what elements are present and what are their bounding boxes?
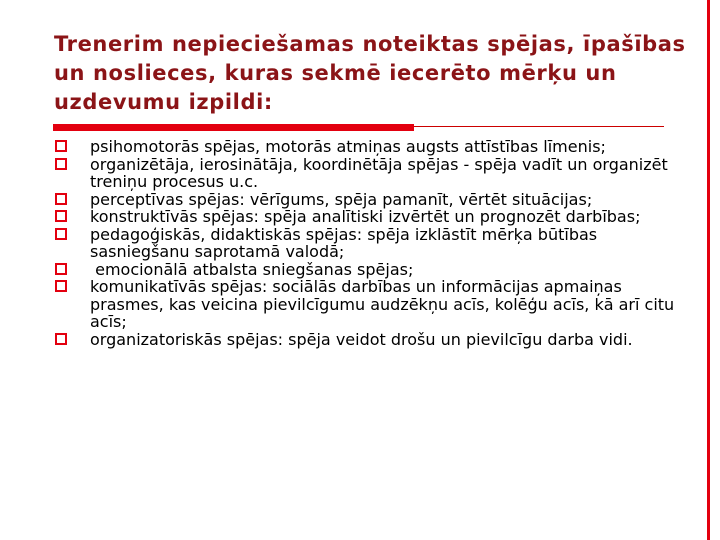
square-bullet-icon [55, 263, 67, 275]
list-item-text: organizatoriskās spējas: spēja veidot drošu un pievilcīgu darba vidi. [90, 329, 633, 349]
list-item [52, 138, 682, 156]
list-item [52, 208, 682, 226]
slide-title: Trenerim nepieciešamas noteiktas spējas, īpašības un noslieces, kuras sekmē iecerēto mērķu un uzdevumu izpildi: [54, 32, 686, 114]
list-item-text: psihomotorās spējas, motorās atmiņas augsts attīstības līmenis; [90, 137, 606, 156]
square-bullet-icon [55, 228, 67, 240]
list-item-text: pedagoģiskās, didaktiskās spējas: spēja izklāstīt mērķa būtības sasniegšanu saprotamā valodā; [90, 224, 603, 261]
list-item [52, 261, 682, 279]
list-item [52, 331, 682, 349]
list-item-text: komunikatīvās spējas: sociālās darbības un informācijas apmaiņas prasmes, kas veicina pievilcīgumu audzēkņu acīs, kolēģu acīs, kā arī citu acīs; [90, 277, 680, 331]
square-bullet-icon [55, 210, 67, 222]
bullet-list [52, 138, 682, 348]
title-underline-thin [414, 126, 664, 127]
square-bullet-icon [55, 158, 67, 170]
square-bullet-icon [55, 193, 67, 205]
list-item-text: konstruktīvās spējas: spēja analītiski izvērtēt un prognozēt darbības; [90, 207, 641, 226]
square-bullet-icon [55, 280, 67, 292]
list-item-text: emocionālā atbalsta sniegšanas spējas; [90, 259, 414, 279]
square-bullet-icon [55, 333, 67, 345]
title-underline-thick [53, 124, 414, 131]
list-item [52, 278, 682, 331]
list-item [52, 191, 682, 209]
list-item [52, 226, 682, 261]
slide-right-border [707, 0, 710, 540]
list-item-text: organizētāja, ierosinātāja, koordinētāja spējas - spēja vadīt un organizēt treniņu procesus u.c. [90, 154, 673, 191]
list-item-text: perceptīvas spējas: vērīgums, spēja pamanīt, vērtēt situācijas; [90, 189, 593, 209]
list-item [52, 156, 682, 191]
square-bullet-icon [55, 140, 67, 152]
